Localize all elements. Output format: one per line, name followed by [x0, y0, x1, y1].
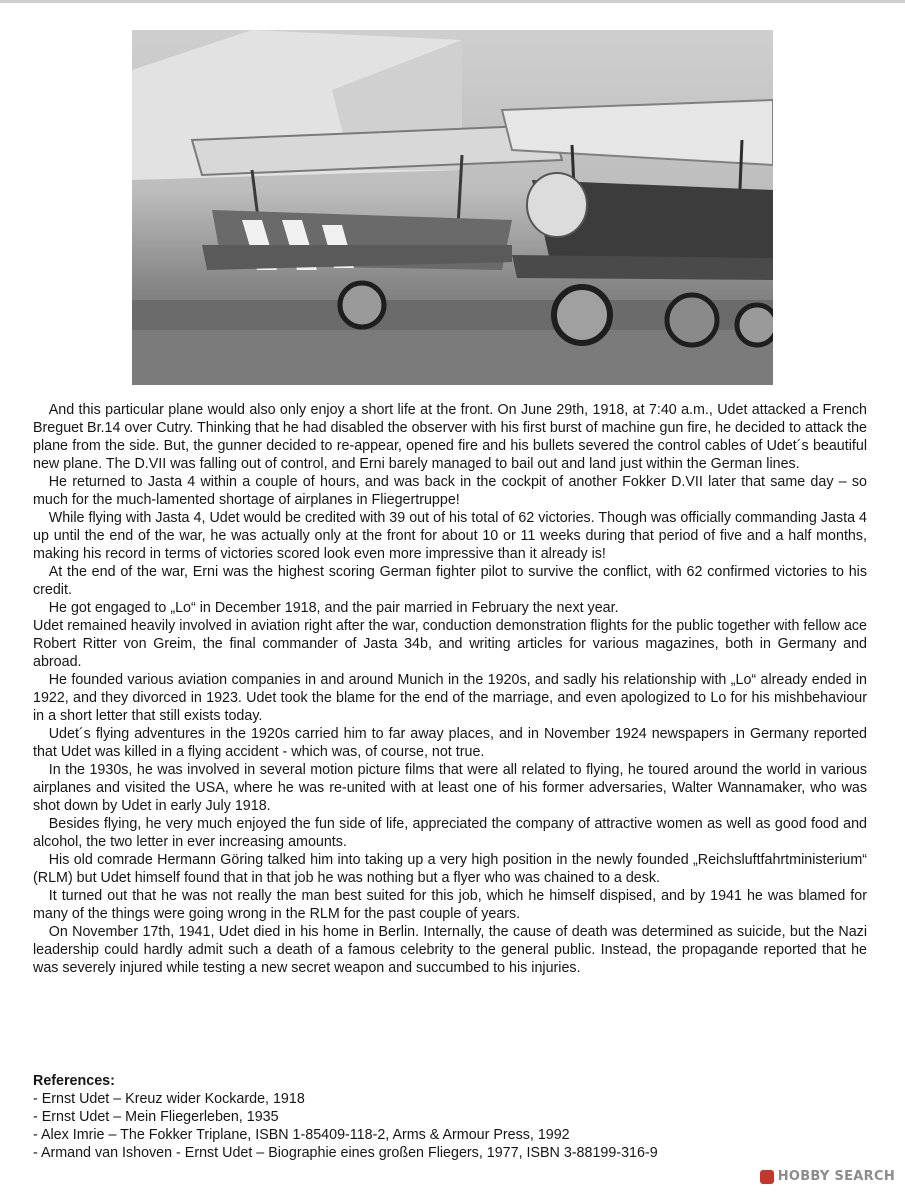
paragraph-7: He founded various aviation companies in and around Munich in the 1920s, and sadly his relationship with „Lo“ already ended in 1922, and they divorced in 1923. Udet took the blame for the end of the marriage, and even apologized to Lo for his mishbehaviour in a short letter that still exists today. — [33, 672, 867, 724]
page-top-edge — [0, 0, 905, 3]
paragraph-1: And this particular plane would also only enjoy a short life at the front. On June 29th, 1918, at 7:40 a.m., Udet attacked a French Breguet Br.14 over Cutry. Thinking that he had disabled the observer with his first burst of machine gun fire, he decided to attack the plane from the side. But, the gunner decided to re-appear, opened fire and his bullets severed the control cables of Udet´s beautiful new plane. The D.VII was falling out of control, and Erni barely managed to bail out and land just within the German lines. — [33, 402, 867, 472]
paragraph-10: Besides flying, he very much enjoyed the fun side of life, appreciated the company of attractive women as well as good food and alcohol, the two letter in ever increasing amounts. — [33, 816, 867, 850]
paragraph-12: It turned out that he was not really the man best suited for this job, which he himself dispised, and by 1941 he was blamed for many of the things were going wrong in the RLM for the past couple of years. — [33, 888, 867, 922]
references-section — [33, 1072, 833, 1162]
reference-item: - Ernst Udet – Kreuz wider Kockarde, 1918 — [33, 1091, 305, 1107]
references-heading: References: — [33, 1073, 115, 1089]
reference-item: - Armand van Ishoven - Ernst Udet – Biographie eines großen Fliegers, 1977, ISBN 3-88199-316-9 — [33, 1145, 658, 1161]
photograph-illustration — [132, 30, 773, 385]
paragraph-4: At the end of the war, Erni was the highest scoring German fighter pilot to survive the conflict, with 62 confirmed victories to his credit. — [33, 564, 867, 598]
paragraph-8: Udet´s flying adventures in the 1920s carried him to far away places, and in November 1924 newspapers in Germany reported that Udet was killed in a flying accident - which was, of course, not true. — [33, 726, 867, 760]
paragraph-6: Udet remained heavily involved in aviation right after the war, conduction demonstration flights for the public together with fellow ace Robert Ritter von Greim, the final commander of Jasta 34b, and writing articles for various magazines, both in Germany and abroad. — [33, 618, 867, 670]
watermark-text: HOBBY SEARCH — [777, 1169, 895, 1184]
hobbysearch-watermark — [760, 1169, 895, 1184]
paragraph-3: While flying with Jasta 4, Udet would be credited with 39 out of his total of 62 victories. Though was officially commanding Jasta 4 up until the end of the war, he was actually only at the front for about 10 or 11 weeks during that period of five and a half months, making his record in terms of victories scored look even more impressive than it already is! — [33, 510, 867, 562]
reference-item: - Alex Imrie – The Fokker Triplane, ISBN 1-85409-118-2, Arms & Armour Press, 1992 — [33, 1127, 570, 1143]
paragraph-9: In the 1930s, he was involved in several motion picture films that were all related to flying, he toured around the world in various airplanes and visited the USA, where he was re-united with at least one of his former adversaries, Walter Wannamaker, who was shot down by Udet in early July 1918. — [33, 762, 867, 814]
paragraph-13: On November 17th, 1941, Udet died in his home in Berlin. Internally, the cause of death was determined as suicide, but the Nazi leadership could hardly admit such a death of a famous celebrity to the general public. Instead, the propagande reported that he was severely injured while testing a new secret weapon and succumbed to his injuries. — [33, 924, 867, 976]
hobbysearch-logo-icon — [760, 1170, 774, 1184]
airfield-photograph — [132, 30, 773, 385]
paragraph-2: He returned to Jasta 4 within a couple of hours, and was back in the cockpit of another Fokker D.VII later that same day – so much for the much-lamented shortage of airplanes in Fliegertruppe! — [33, 474, 867, 508]
paragraph-11: His old comrade Hermann Göring talked him into taking up a very high position in the newly founded „Reichsluftfahrtministerium“ (RLM) but Udet himself found that in that job he was nothing but a flyer who was chained to a desk. — [33, 852, 867, 886]
article-body — [33, 401, 867, 977]
reference-item: - Ernst Udet – Mein Fliegerleben, 1935 — [33, 1109, 279, 1125]
paragraph-5: He got engaged to „Lo“ in December 1918, and the pair married in February the next year. — [48, 600, 619, 616]
references-list — [33, 1090, 833, 1162]
